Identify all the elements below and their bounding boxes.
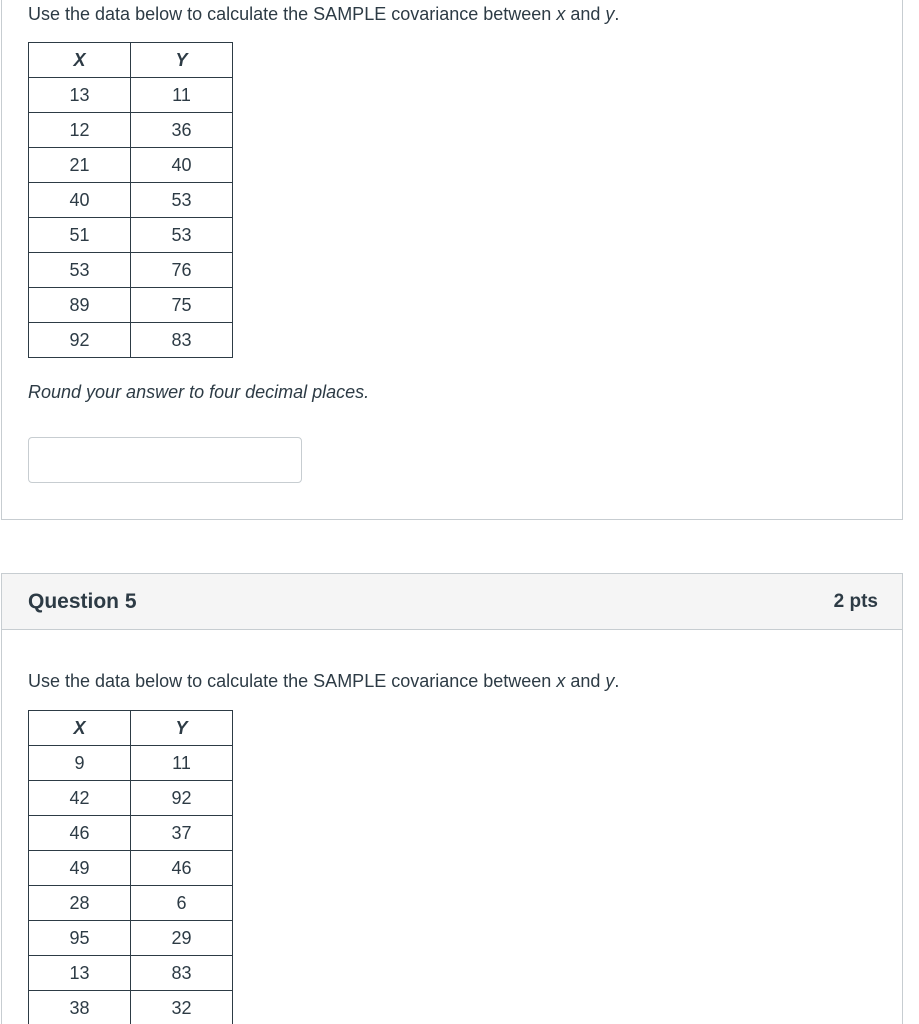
cell-x: 28	[29, 886, 131, 921]
question-4-data-table	[28, 42, 233, 358]
cell-x: 46	[29, 816, 131, 851]
cell-y: 29	[131, 921, 233, 956]
table-row	[29, 218, 233, 253]
answer-input[interactable]	[28, 437, 302, 483]
table-row	[29, 781, 233, 816]
question-points: 2 pts	[833, 591, 878, 612]
question-5-data-table	[28, 710, 233, 1024]
prompt-period: .	[614, 671, 620, 691]
table-row	[29, 183, 233, 218]
cell-y: 37	[131, 816, 233, 851]
table-row	[29, 886, 233, 921]
cell-y: 92	[131, 781, 233, 816]
cell-y: 83	[131, 323, 233, 358]
cell-x: 49	[29, 851, 131, 886]
cell-y: 83	[131, 956, 233, 991]
question-5-header	[2, 574, 902, 630]
cell-x: 42	[29, 781, 131, 816]
prompt-and: and	[565, 4, 606, 24]
cell-y: 11	[131, 78, 233, 113]
cell-x: 53	[29, 253, 131, 288]
var-y: y	[605, 4, 615, 24]
table-row	[29, 816, 233, 851]
cell-x: 95	[29, 921, 131, 956]
prompt-text: Use the data below to calculate the SAMPLE covariance between	[28, 671, 557, 691]
table-row	[29, 991, 233, 1024]
table-header-row	[29, 43, 233, 78]
table-row	[29, 323, 233, 358]
question-5-prompt	[28, 670, 619, 692]
column-header-x: X	[29, 711, 131, 746]
table-header-row	[29, 711, 233, 746]
table-row	[29, 148, 233, 183]
cell-x: 9	[29, 746, 131, 781]
table-row	[29, 78, 233, 113]
cell-x: 38	[29, 991, 131, 1024]
cell-x: 92	[29, 323, 131, 358]
cell-y: 36	[131, 113, 233, 148]
cell-x: 13	[29, 78, 131, 113]
question-4-card	[1, 0, 903, 520]
cell-y: 53	[131, 218, 233, 253]
cell-y: 75	[131, 288, 233, 323]
table-row	[29, 253, 233, 288]
question-5-card	[1, 573, 903, 1024]
prompt-and: and	[565, 671, 606, 691]
cell-x: 89	[29, 288, 131, 323]
var-x: x	[556, 4, 566, 24]
cell-y: 11	[131, 746, 233, 781]
round-instruction: Round your answer to four decimal places.	[28, 382, 370, 402]
cell-x: 12	[29, 113, 131, 148]
prompt-period: .	[614, 4, 620, 24]
cell-x: 40	[29, 183, 131, 218]
cell-y: 76	[131, 253, 233, 288]
question-title: Question 5	[28, 590, 137, 613]
cell-x: 21	[29, 148, 131, 183]
cell-x: 51	[29, 218, 131, 253]
table-row	[29, 956, 233, 991]
cell-y: 40	[131, 148, 233, 183]
column-header-x: X	[29, 43, 131, 78]
table-row	[29, 921, 233, 956]
table-row	[29, 288, 233, 323]
var-y: y	[605, 671, 615, 691]
column-header-y: Y	[131, 711, 233, 746]
cell-x: 13	[29, 956, 131, 991]
cell-y: 6	[131, 886, 233, 921]
var-x: x	[556, 671, 566, 691]
cell-y: 46	[131, 851, 233, 886]
cell-y: 32	[131, 991, 233, 1024]
table-row	[29, 851, 233, 886]
table-row	[29, 746, 233, 781]
question-4-prompt	[28, 3, 619, 25]
cell-y: 53	[131, 183, 233, 218]
column-header-y: Y	[131, 43, 233, 78]
prompt-text: Use the data below to calculate the SAMPLE covariance between	[28, 4, 557, 24]
table-row	[29, 113, 233, 148]
